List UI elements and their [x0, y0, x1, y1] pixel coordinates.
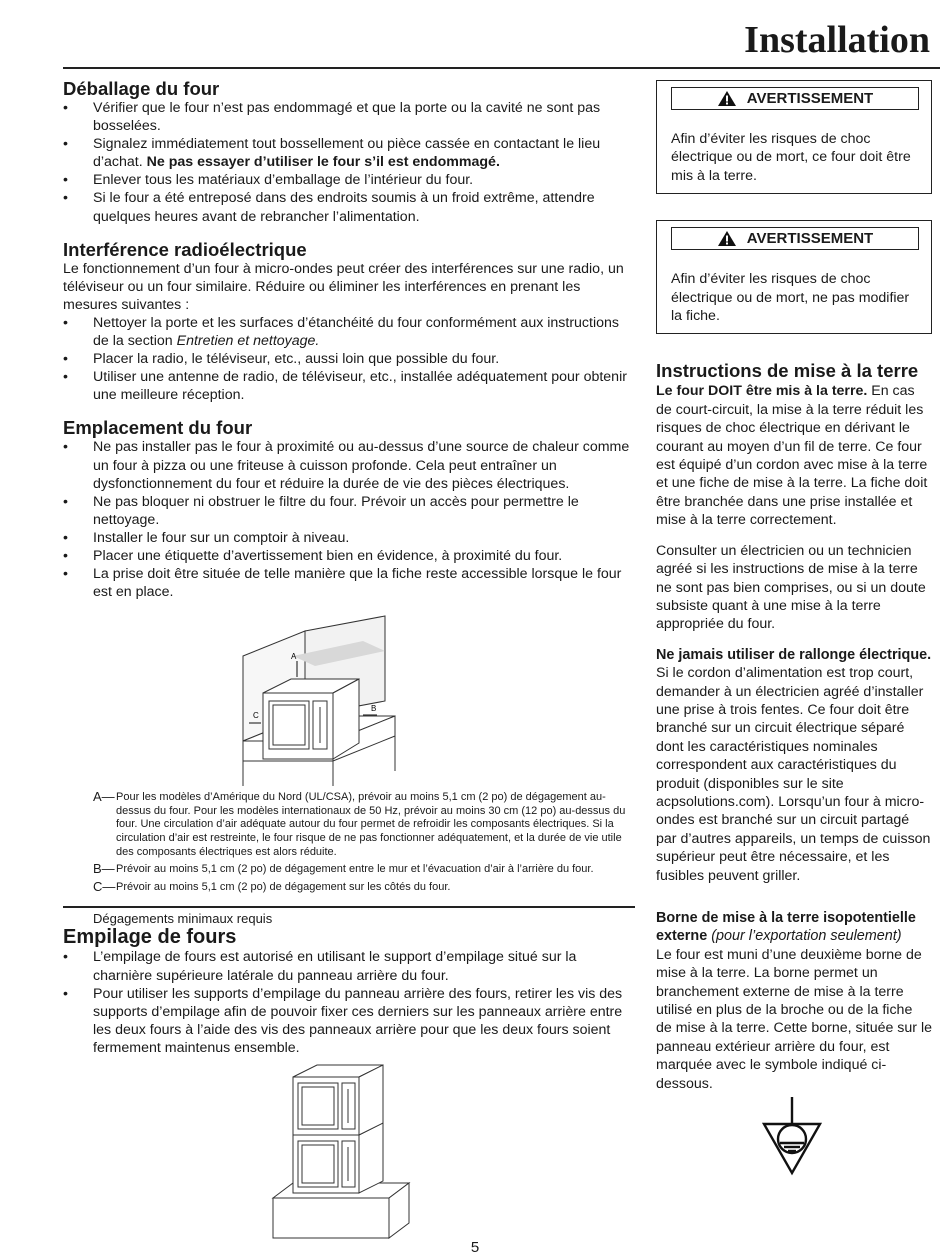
list-item: • L’empilage de fours est autorisé en utilisant le support d’empilage situé sur la charnière supérieure latérale du panneau arrière du four.	[63, 948, 635, 984]
list-item: • Enlever tous les matériaux d’emballage de l’intérieur du four.	[63, 171, 635, 189]
warning-box-grounding	[656, 80, 932, 194]
section-title: Empilage de fours	[63, 926, 237, 949]
figure-caption: Dégagements minimaux requis	[93, 911, 273, 927]
stacked-ovens-illustration	[63, 1063, 635, 1241]
figure-label-a: A	[291, 652, 297, 662]
note-text: Prévoir au moins 5,1 cm (2 po) de dégagement entre le mur et l’évacuation d’air à l’arrière du four.	[116, 863, 594, 876]
subsection-title	[656, 909, 932, 946]
section-stacking	[63, 926, 635, 1057]
note-b	[93, 863, 635, 877]
title-rule	[63, 67, 940, 69]
bullet-list	[63, 314, 635, 404]
extension-paragraph: Si le cordon d’alimentation est trop court, demander à un électricien agréé d’installer une prise à trois fentes. Ce four doit être branché sur un circuit électrique séparé dont les caractéristiques nominales correspondent aux caractéristiques du produit (disponibles sur le site acpsolutions.com). Lorsqu’un four à micro-ondes est branché sur un circuit partagé par d’autres appareils, un temps de cuisson supérieur peut être nécessaire, et les fusibles peuvent griller.	[656, 665, 931, 884]
list-item-bold: Ne pas essayer d’utiliser le four s’il est endommagé.	[146, 154, 500, 171]
stacked-ovens-drawing	[63, 1063, 635, 1241]
grounding-text: En cas de court-circuit, la mise à la terre réduit les risques de choc électrique en dérivant le courant au moyen d’un fil de terre. Ce four est équipé d’un cordon avec mise à la terre et une fiche de mise à la terre. La fiche doit être branchée dans une prise installée et mise à la terre correctement.	[656, 383, 928, 529]
note-text: Prévoir au moins 5,1 cm (2 po) de dégagement sur les côtés du four.	[116, 880, 451, 893]
warning-box-plug	[656, 220, 932, 334]
bullet-list	[63, 948, 635, 1057]
equipotential-symbol	[656, 1097, 932, 1182]
section-title: Déballage du four	[63, 78, 220, 99]
section-grounding	[656, 360, 932, 1182]
list-item-text: Nettoyer la porte et les surfaces d’étanchéité du four conformément aux instructions de la section	[93, 314, 619, 350]
terminal-paragraph: Le four est muni d’une deuxième borne de mise à la terre. La borne permet un branchement externe de mise à la terre utilisé en plus de la broche ou de la fiche de mise à la terre. Cette borne, située sur le panneau extérieur arrière du four, est marquée avec le symbole indiqué ci-dessous.	[656, 946, 933, 1092]
list-item-italic: Entretien et nettoyage.	[176, 333, 320, 350]
warning-text: Afin d’éviter les risques de choc électrique ou de mort, ce four doit être mis à la terre.	[671, 131, 911, 184]
list-item: • Si le four a été entreposé dans des endroits soumis à un froid extrême, attendre quelques heures avant de rebrancher l’alimentation.	[63, 189, 635, 225]
warning-heading-text: AVERTISSEMENT	[746, 230, 874, 248]
list-item	[63, 314, 635, 350]
section-unpacking	[63, 78, 635, 226]
equipotential-ground-icon	[760, 1097, 824, 1177]
note-a	[93, 791, 635, 859]
bullet-list	[63, 438, 635, 601]
list-item: • Vérifier que le four n’est pas endommagé et que la porte ou la cavité ne sont pas bosselées.	[63, 99, 635, 135]
warning-triangle-icon	[717, 230, 737, 247]
warning-triangle-icon	[717, 90, 737, 107]
bullet-list	[63, 99, 635, 226]
section-oven-placement	[63, 417, 635, 601]
subsection-title: Ne jamais utiliser de rallonge électrique.	[656, 646, 932, 663]
list-item: • Pour utiliser les supports d’empilage du panneau arrière des fours, retirer les vis des supports d’empilage afin de pouvoir fixer ces derniers sur les panneaux arrière entre les deux fours à l’aide des vis des panneaux arrière pour que les deux fours soient fermement maintenus ensemble.	[63, 985, 635, 1057]
list-item: • Ne pas bloquer ni obstruer le filtre du four. Prévoir un accès pour permettre le nettoyage.	[63, 493, 635, 529]
grounding-paragraph: Consulter un électricien ou un technicien agréé si les instructions de mise à la terre ne sont pas bien comprises, ou si un doute subsiste quant à une mise à la terre appropriée du four.	[656, 542, 926, 633]
oven-clearance-drawing	[63, 611, 635, 791]
subsection-title-italic: (pour l’exportation seulement)	[707, 928, 902, 945]
section-title: Instructions de mise à la terre	[656, 360, 919, 382]
warning-heading-text: AVERTISSEMENT	[746, 90, 874, 107]
warning-text: Afin d’éviter les risques de choc électrique ou de mort, ne pas modifier la fiche.	[671, 271, 910, 325]
list-item: • La prise doit être située de telle manière que la fiche reste accessible lorsque le four est en place.	[63, 565, 635, 601]
list-item: • Placer une étiquette d’avertissement bien en évidence, à proximité du four.	[63, 547, 635, 565]
left-column	[63, 78, 635, 1241]
note-label: A—	[93, 789, 115, 805]
list-item	[63, 135, 635, 171]
note-label: C—	[93, 878, 116, 894]
clearance-notes	[93, 791, 635, 894]
list-item: • Installer le four sur un comptoir à niveau.	[63, 529, 635, 547]
figure-label-b: B	[371, 704, 377, 714]
right-column	[656, 80, 932, 1182]
warning-heading	[671, 87, 919, 110]
section-title: Interférence radioélectrique	[63, 238, 307, 260]
clearance-illustration	[63, 611, 635, 791]
page-title: Installation	[744, 19, 930, 61]
list-item: • Placer la radio, le téléviseur, etc., aussi loin que possible du four.	[63, 350, 635, 368]
grounding-bold: Le four DOIT être mis à la terre.	[656, 383, 868, 400]
figure-label-c: C	[253, 711, 259, 721]
section-intro: Le fonctionnement d’un four à micro-ondes peut créer des interférences sur une radio, un téléviseur ou un four similaire. Réduire ou éliminer les interférences en prenant les mesures suivantes :	[63, 260, 624, 313]
section-radio-interference	[63, 239, 635, 405]
subsection-title-bold: Borne de mise à la terre isopotentielle externe	[656, 910, 916, 945]
list-item: • Ne pas installer pas le four à proximité ou au-dessus d’une source de chaleur comme un four à pizza ou une friteuse à cuisson profonde. Cela peut entraîner un dysfonctionnement du four et réduire la durée de vie des pièces électriques.	[63, 438, 635, 492]
note-c	[93, 878, 635, 895]
section-title: Emplacement du four	[63, 417, 253, 439]
list-item-text: Signalez immédiatement tout bossellement ou pièce cassée en contactant le lieu d’achat.	[93, 136, 601, 171]
note-text: Pour les modèles d’Amérique du Nord (UL/CSA), prévoir au moins 5,1 cm (2 po) de dégagement au-dessus du four. Pour les modèles internationaux de 50 Hz, prévoir au moins 30 cm (12 po) au-dessus du four. Une circulation d’air adéquate autour du four permet de refroidir les composants électriques. Si la circulation d’air est restreinte, le four risque de ne pas fonctionner adéquatement, et la durée de vie utile des composants électriques est alors réduite.	[116, 791, 626, 858]
grounding-paragraph	[656, 382, 932, 529]
note-label: B—	[93, 861, 115, 877]
caption-rule	[63, 906, 635, 908]
page-number: 5	[470, 1239, 480, 1256]
warning-heading	[671, 227, 919, 250]
list-item: • Utiliser une antenne de radio, de téléviseur, etc., installée adéquatement pour obtenir une meilleure réception.	[63, 368, 635, 404]
